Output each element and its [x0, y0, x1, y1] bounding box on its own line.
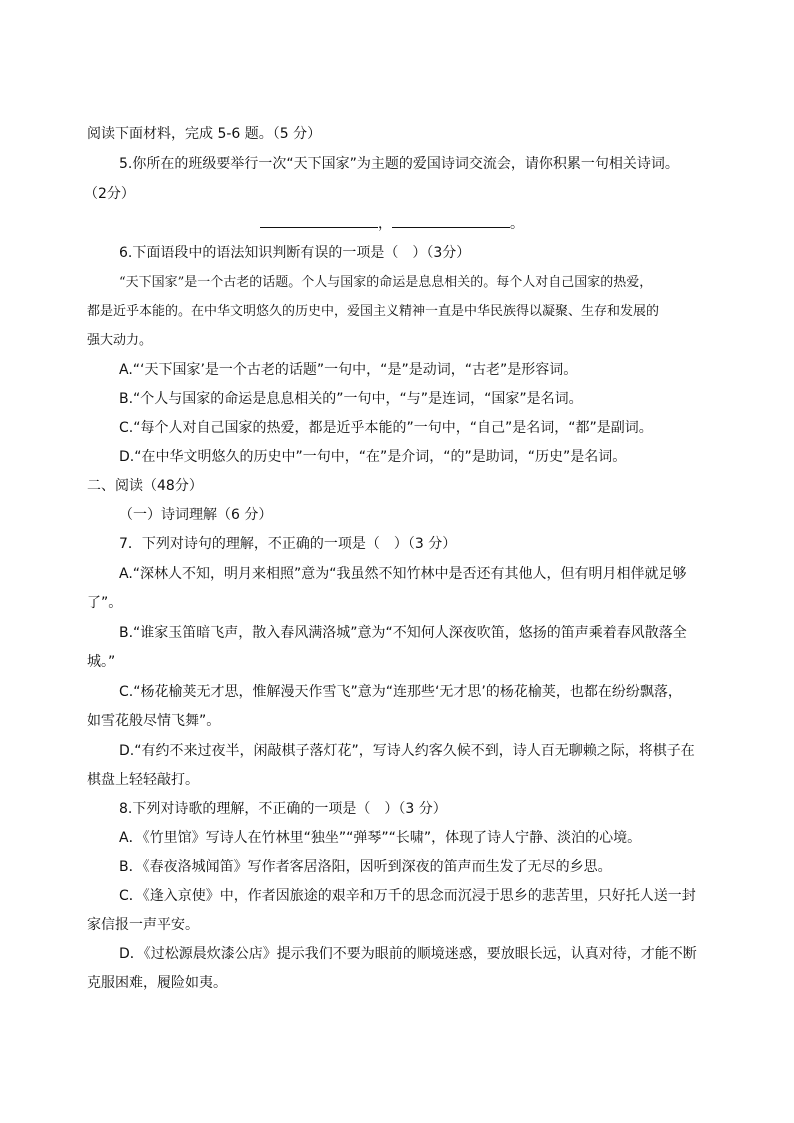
q7-option-b-line-2: 城。”: [87, 654, 116, 670]
q6-option-b: B.“个人与国家的命运是息息相关的”一句中，“与”是连词，“国家”是名词。: [119, 391, 583, 407]
q5-score: （2分）: [84, 186, 135, 202]
q7-option-c-line-1: C.“杨花榆荚无才思，惟解漫天作雪飞”意为“连那些‘无才思’的杨花榆荚，也都在纷纷飘落，: [119, 684, 682, 700]
q6-passage-line-3: 强大动力。: [87, 333, 153, 348]
answer-blank-1[interactable]: [260, 214, 378, 228]
section-2-heading: 二、阅读（48分）: [87, 478, 203, 494]
q5-answer-line: [260, 214, 524, 234]
q6-passage-line-1: “天下国家”是一个古老的话题。个人与国家的命运是息息相关的。每个人对自己国家的热爱，: [119, 275, 653, 290]
q5-stem: 5.你所在的班级要举行一次“天下国家”为主题的爱国诗词交流会，请你积累一句相关诗词。: [119, 156, 679, 172]
q8-stem: 8.下列对诗歌的理解，不正确的一项是（ ）（3 分）: [119, 801, 447, 817]
period: 。: [510, 216, 524, 232]
q7-option-b-line-1: B.“谁家玉笛暗飞声，散入春风满洛城”意为“不知何人深夜吹笛，悠扬的笛声乘着春风散落全: [119, 625, 687, 641]
q6-option-a: A.“‘天下国家’是一个古老的话题”一句中，“是”是动词，“古老”是形容词。: [119, 362, 578, 378]
q8-option-d-line-1: D．《过松源晨炊漆公店》提示我们不要为眼前的顺境迷惑，要放眼长远，认真对待，才能不断: [119, 946, 697, 962]
comma: ，: [378, 216, 392, 232]
q7-option-d-line-2: 棋盘上轻轻敲打。: [87, 772, 199, 788]
subsection-1-heading: （一）诗词理解（6 分）: [119, 507, 273, 523]
q8-option-a: A．《竹里馆》写诗人在竹林里“独坐”“弹琴”“长啸”，体现了诗人宁静、淡泊的心境。: [119, 830, 642, 846]
q6-option-d: D.“在中华文明悠久的历史中”一句中，“在”是介词，“的”是助词，“历史”是名词。: [119, 449, 627, 465]
q7-option-a-line-1: A.“深林人不知，明月来相照”意为“我虽然不知竹林中是否还有其他人，但有明月相伴就足够: [119, 566, 687, 582]
q7-stem: 7．下列对诗句的理解，不正确的一项是（ ）（3 分）: [119, 536, 457, 552]
q7-option-c-line-2: 如雪花般尽情飞舞”。: [87, 713, 221, 729]
intro-line: 阅读下面材料，完成 5-6 题。（5 分）: [87, 126, 322, 142]
q8-option-d-line-2: 克服困难，履险如夷。: [87, 975, 227, 991]
q7-option-d-line-1: D.“有约不来过夜半，闲敲棋子落灯花”，写诗人约客久候不到，诗人百无聊赖之际，将棋子在: [119, 743, 695, 759]
q6-stem: 6.下面语段中的语法知识判断有误的一项是（ ）（3分）: [119, 245, 471, 261]
q7-option-a-line-2: 了”。: [87, 595, 123, 611]
answer-blank-2[interactable]: [392, 214, 510, 228]
q8-option-b: B．《春夜洛城闻笛》写作者客居洛阳，因听到深夜的笛声而生发了无尽的乡思。: [119, 859, 612, 875]
q8-option-c-line-1: C．《逢入京使》中，作者因旅途的艰辛和万千的思念而沉浸于思乡的悲苦里，只好托人送一封: [119, 888, 696, 904]
q6-option-c: C.“每个人对自己国家的热爱，都是近乎本能的”一句中，“自己”是名词，“都”是副词。: [119, 420, 653, 436]
q6-passage-line-2: 都是近乎本能的。在中华文明悠久的历史中，爱国主义精神一直是中华民族得以凝聚、生存和发展的: [87, 304, 660, 319]
q8-option-c-line-2: 家信报一声平安。: [87, 917, 199, 933]
